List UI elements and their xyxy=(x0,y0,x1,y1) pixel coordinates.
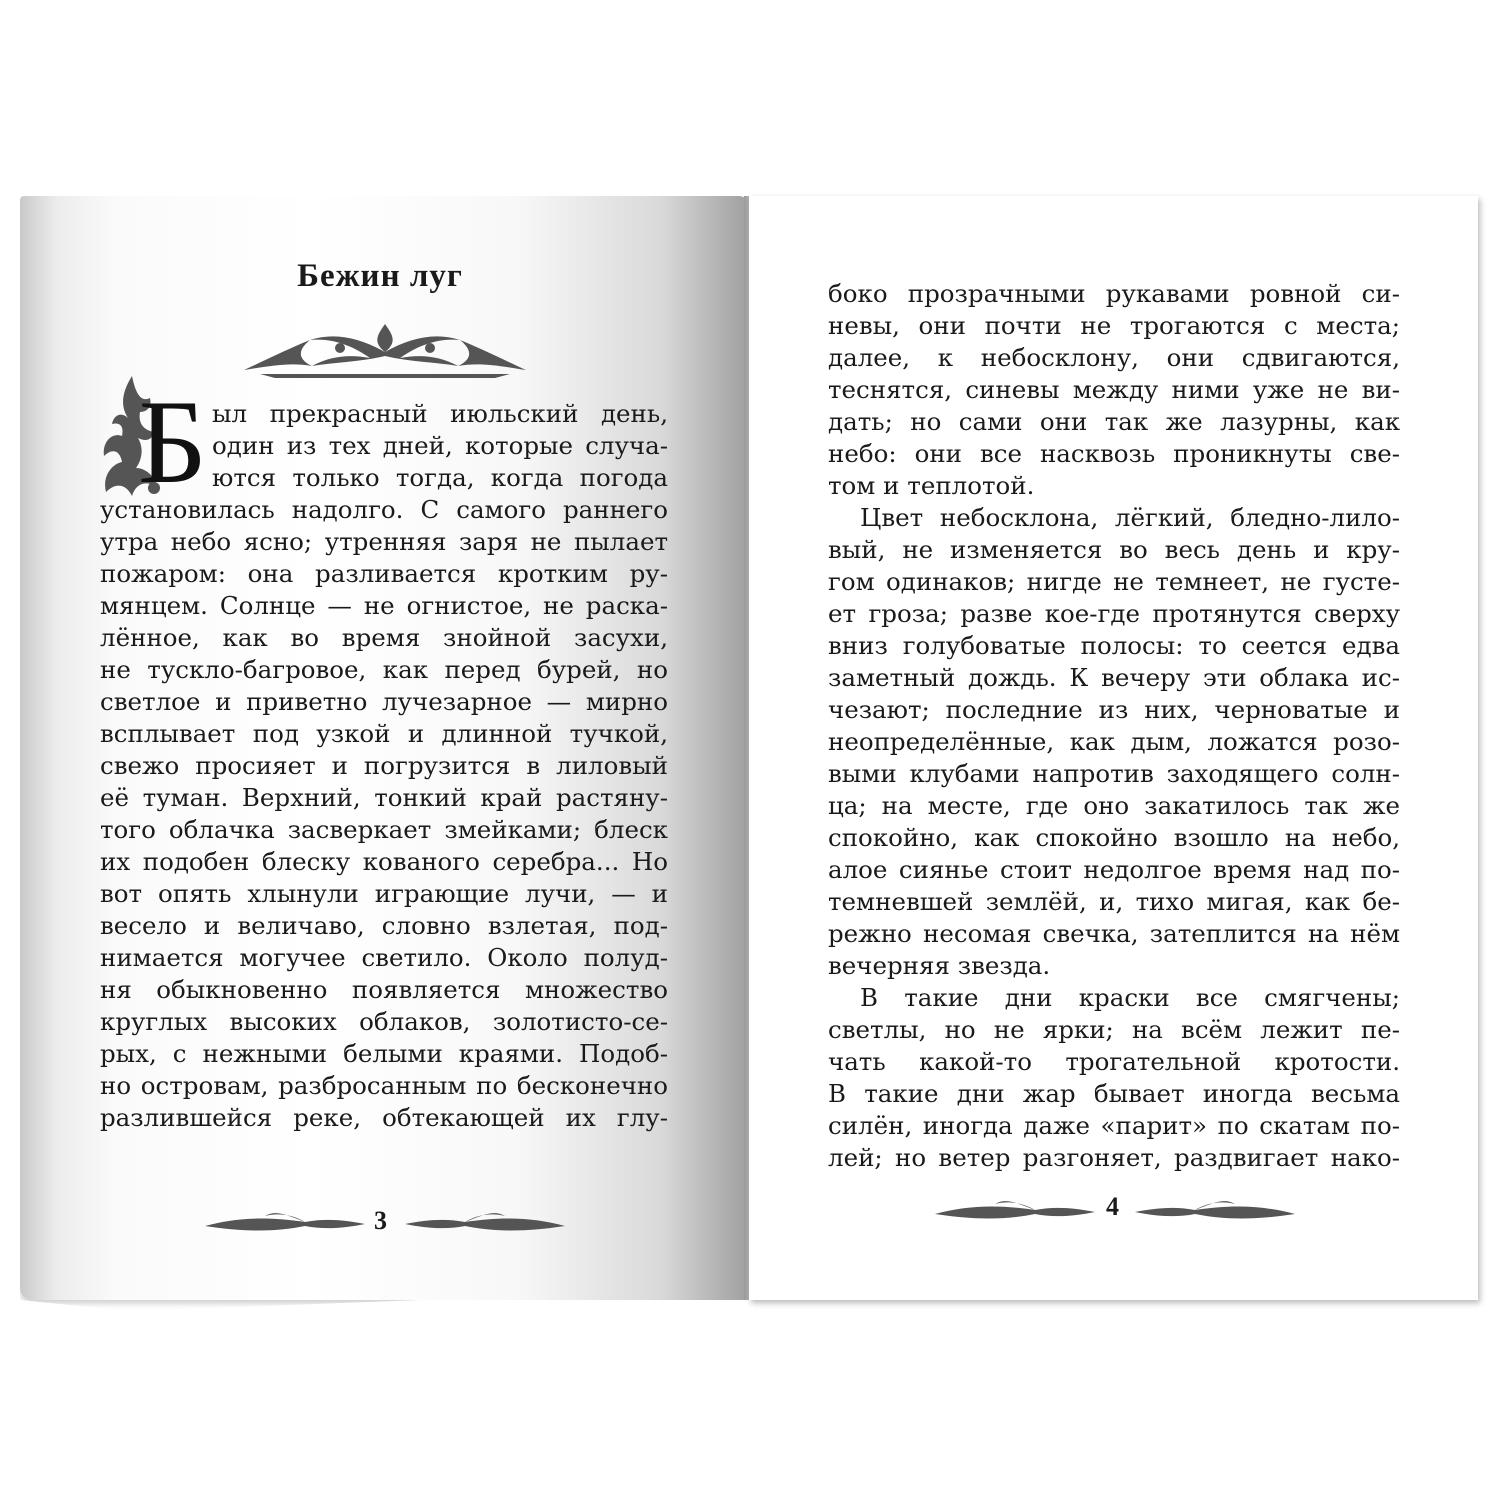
text-line: весело и величаво, словно взлетая, под- xyxy=(100,911,668,940)
text-line: чезают; последние из них, черноватые и xyxy=(828,695,1400,724)
text-line: чать какой-то трогательной кротости. xyxy=(828,1047,1400,1076)
text-line: пожаром: она разливается кротким ру- xyxy=(100,559,668,588)
text-line: нимается могучее светило. Около полуд- xyxy=(100,943,668,972)
text-line: того облачка засверкает змейками; блеск xyxy=(100,815,668,844)
footer-ornament-right-icon xyxy=(1135,1196,1295,1226)
text-line: спокойно, как спокойно взошло на небо, xyxy=(828,823,1400,852)
page-number: 4 xyxy=(1106,1192,1119,1221)
text-line: её туман. Верхний, тонкий край растяну- xyxy=(100,783,668,812)
text-line: вый, не изменяется во весь день и кру- xyxy=(828,535,1400,564)
text-line: вот опять хлынули играющие лучи, — и xyxy=(100,879,668,908)
text-line: далее, к небосклону, они сдвигаются, xyxy=(828,343,1400,372)
text-line: вниз голубоватые полосы: то сеется едва xyxy=(828,631,1400,660)
footer-ornament-left-icon xyxy=(935,1196,1095,1226)
text-line: светлы, но не ярки; на всём лежит пе- xyxy=(828,1015,1400,1044)
text-line: выми клубами напротив заходящего солн- xyxy=(828,759,1400,788)
text-line: В такие дни краски все смягчены; xyxy=(860,983,1400,1012)
text-line: их подобен блеску кованого серебра... Но xyxy=(100,847,668,876)
footer-ornament-left-icon xyxy=(205,1208,365,1238)
chapter-title: Бежин луг xyxy=(297,258,463,294)
text-line: установилась надолго. С самого раннего xyxy=(100,495,668,524)
text-line: В такие дни жар бывает иногда весьма xyxy=(828,1079,1400,1108)
text-line: заметный дождь. К вечеру эти облака ис- xyxy=(828,663,1400,692)
text-line: невы, они почти не трогаются с места; xyxy=(828,311,1400,340)
text-line: утра небо ясно; утренняя заря не пылает xyxy=(100,527,668,556)
text-line: алое сиянье стоит недолгое время над по- xyxy=(828,855,1400,884)
text-line: разлившейся реке, обтекающей их глу- xyxy=(100,1103,668,1132)
text-line: боко прозрачными рукавами ровной си- xyxy=(828,279,1400,308)
dropcap-letter: Б xyxy=(138,375,207,508)
text-line: ня обыкновенно появляется множество xyxy=(100,975,668,1004)
text-line: всплывает под узкой и длинной тучкой, xyxy=(100,719,668,748)
text-line: мянцем. Солнце — не огнистое, не раска- xyxy=(100,591,668,620)
text-line: силён, иногда даже «парит» по скатам по- xyxy=(828,1111,1400,1140)
text-line: неопределённые, как дым, ложатся розо- xyxy=(828,727,1400,756)
text-line: не тускло-багровое, как перед бурей, но xyxy=(100,655,668,684)
text-line: светлое и приветно лучезарное — мирно xyxy=(100,687,668,716)
text-line: том и теплотой. xyxy=(828,471,1035,500)
text-line: небо: они все насквозь проникнуты све- xyxy=(828,439,1400,468)
text-line: Цвет небосклона, лёгкий, бледно-лило- xyxy=(860,503,1400,532)
text-line: теснятся, синевы между ними уже не ви- xyxy=(828,375,1400,404)
page-number: 3 xyxy=(374,1206,387,1235)
footer-ornament-right-icon xyxy=(405,1208,565,1238)
text-line: ются только тогда, когда погода xyxy=(212,463,668,492)
text-line: лённое, как во время знойной засухи, xyxy=(100,623,668,652)
text-line: темневшей землёй, и, тихо мигая, как бе- xyxy=(828,887,1400,916)
text-line: круглых высоких облаков, золотисто-се- xyxy=(100,1007,668,1036)
text-line: дать; но сами они так же лазурны, как xyxy=(828,407,1400,436)
text-line: ыл прекрасный июльский день, xyxy=(212,399,668,428)
text-line: режно несомая свечка, затеплится на нём xyxy=(828,919,1400,948)
text-line: ет гроза; разве кое-где протянутся сверху xyxy=(828,599,1400,628)
text-line: гом одинаков; нигде не темнеет, не густе- xyxy=(828,567,1400,596)
text-line: ца; на месте, где оно закатилось так же xyxy=(828,791,1400,820)
text-line: лей; но ветер разгоняет, раздвигает нако- xyxy=(828,1143,1400,1172)
text-line: но островам, разбросанным по бесконечно xyxy=(100,1071,668,1100)
text-line: свежо просияет и погрузится в лиловый xyxy=(100,751,668,780)
text-line: рых, с нежными белыми краями. Подоб- xyxy=(100,1039,668,1068)
text-line: один из тех дней, которые случа- xyxy=(212,431,668,460)
text-line: вечерняя звезда. xyxy=(828,951,1051,980)
title-ornament-icon xyxy=(240,318,530,382)
